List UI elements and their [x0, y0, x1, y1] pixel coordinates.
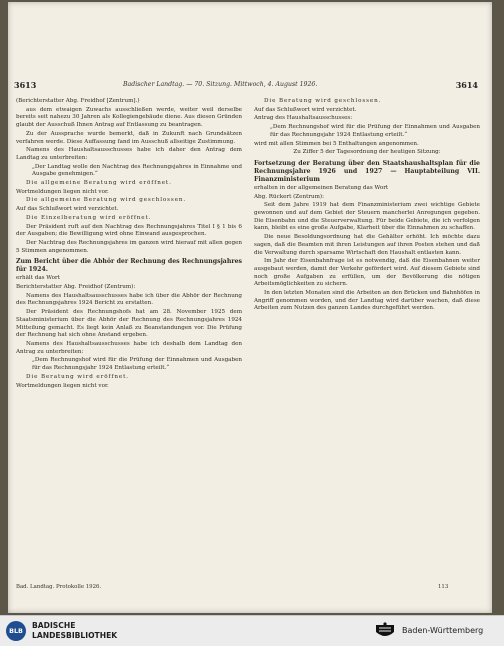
paragraph: Namens des Haushaltsausschusses habe ich über die Abhör der Rechnung des Rechnungsjahres 1924 Bericht zu erstatten.	[16, 292, 242, 307]
partner-name[interactable]: Baden-Württemberg	[402, 626, 484, 635]
paragraph: erhalten in der allgemeinen Beratung das Wort	[254, 184, 389, 191]
paragraph: erhält das Wort	[16, 275, 60, 282]
institution-name[interactable]	[32, 621, 117, 641]
paragraph: (Berichterstatter Abg. Freidhof [Zentrum].)	[16, 98, 140, 104]
paragraph: Die Einzelberatung wird eröffnet.	[26, 214, 152, 221]
paragraph: Der Präsident ruft auf den Nachtrag des Rechnungsjahres Titel I § 1 bis 6 der Ausgaben; die Bewilligung wird ohne Einwand ausgesprochen.	[16, 223, 242, 238]
paragraph: Die allgemeine Beratung wird eröffnet.	[26, 180, 172, 187]
paragraph: Im Jahr der Eisenbahnfrage ist es notwendig, daß die Eisenbahnen weiter ausgebaut werden, damit der Verkehr gefördert wird. Auf diesem Gebiete sind noch große Aufgaben zu erfüllen, um der Bevölkerung die nötigen Arbeitsmöglichkeiten zu sichern.	[254, 258, 480, 288]
page-footnote: Bad. Landtag. Protokolle 1926.	[16, 584, 102, 590]
paragraph: Der Präsident des Rechnungshofs hat am 28. November 1925 dem Staatsministerium über die Abhör der Rechnung des Rechnungsjahres 1924 Mitteilung gemacht. Es liegt kein Anlaß zu Beanstandungen vor. Die Prüfung der Rechnung hat sich ohne Anstand ergeben.	[16, 309, 242, 339]
paragraph: Wortmeldungen liegen nicht vor.	[16, 188, 109, 195]
page-number-right: 3614	[455, 80, 478, 90]
state-coat-of-arms-icon[interactable]	[374, 622, 396, 640]
paragraph: In den letzten Monaten sind die Arbeiten an den Brücken und Bahnhöfen in Angriff genommen worden, und der Landtag wird darüber wachen, daß diese Arbeiten zum Nutzen des ganzen Landes durchgeführt werden.	[254, 290, 480, 312]
paragraph: aus dem etwaigen Zuwachs ausschließen werde, weiter weil derselbe bereits seit nahezu 30 Jahren als Kollegiengebäude diene. Aus diesen Gründen glaubt der Ausschuß Ihnen Antrag auf Entlassung zu beantragen.	[16, 106, 242, 129]
document-page	[8, 2, 492, 613]
paragraph: Die Beratung wird geschlossen.	[264, 98, 382, 104]
paragraph: Die Beratung wird eröffnet.	[26, 373, 129, 380]
paragraph: Berichterstatter Abg. Freidhof (Zentrum):	[16, 284, 136, 291]
paragraph: Zu Ziffer 5 der Tagesordnung der heutigen Sitzung:	[293, 149, 441, 156]
page-header	[8, 80, 492, 94]
paragraph: Namens des Haushaltsausschusses habe ich daher den Antrag dem Landtag zu unterbreiten:	[16, 147, 242, 161]
paragraph: Antrag des Haushaltsausschusses:	[254, 115, 353, 122]
bottom-page-number: 113	[438, 584, 449, 590]
paragraph: Seit dem Jahre 1919 hat dem Finanzministerium zwei wichtige Gebiete gewonnen und auf dem Gebiet der Steuern mancherlei Anregungen gegeben. Die Eisenbahn und die Steuerverwaltung. Für beide Gebiete, die ich verfolgen kann, bleibt es eine große Aufgabe, Klarheit über die Einnahmen zu schaffen.	[254, 202, 480, 232]
running-header-left: Badischer Landtag. — 70. Sitzung. Mittwoch, 4. August 1926.	[123, 81, 318, 88]
paragraph: Die neue Besoldungsordnung hat die Gehälter erhöht. Ich möchte dazu sagen, daß die Beamten mit ihren Leistungen auf ihren Posten stehen und daß die Verwaltung durch sparsame Wirtschaft den Haushalt entlasten kann.	[254, 234, 480, 256]
paragraph: „Dem Rechnungshof wird für die Prüfung der Einnahmen und Ausgaben für das Rechnungsjahr 1924 Entlastung erteilt.“	[270, 124, 480, 138]
paragraph: Der Nachtrag des Rechnungsjahres im ganzen wird hierauf mit allen gegen 5 Stimmen angenommen.	[16, 239, 242, 254]
blb-logo-icon[interactable]: BLB	[6, 621, 26, 641]
paragraph: wird mit allen Stimmen bei 5 Enthaltungen angenommen.	[254, 140, 419, 147]
paragraph: „Der Landtag wolle den Nachtrag des Rechnungsjahres in Einnahme und Ausgabe genehmigen.“	[32, 163, 242, 178]
paragraph: Abg. Rückert (Zentrum):	[254, 193, 324, 200]
institution-name-line2: LANDESBIBLIOTHEK	[32, 631, 118, 640]
paragraph: „Dem Rechnungshof wird für die Prüfung der Einnahmen und Ausgaben für das Rechnungsjahr 1924 Entlastung erteilt.“	[32, 357, 242, 372]
right-text-column	[254, 98, 480, 314]
paragraph: Zu der Aussprache wurde bemerkt, daß in Zukunft nach Grundsätzen verfahren werde. Diese Auffassung fand im Ausschuß allseitige Zustimmung.	[16, 130, 242, 145]
paragraph: Die allgemeine Beratung wird geschlossen.	[26, 197, 187, 204]
left-text-column	[16, 98, 242, 391]
page-number-left: 3613	[14, 80, 37, 90]
paragraph: Auf das Schlußwort wird verzichtet.	[16, 206, 119, 213]
paragraph: Wortmeldungen liegen nicht vor.	[16, 382, 109, 389]
section-heading: Fortsetzung der Beratung über den Staatshaushaltsplan für die Rechnungsjahre 1926 und 1927 — Hauptabteilung VII. Finanzministerium	[254, 159, 480, 183]
section-heading: Zum Bericht über die Abhör der Rechnung des Rechnungsjahres für 1924.	[16, 258, 242, 274]
institution-name-line1: BADISCHE	[32, 621, 76, 630]
paragraph: Auf das Schlußwort wird verzichtet.	[254, 106, 357, 113]
paragraph: Namens des Haushaltsausschusses habe ich deshalb dem Landtag den Antrag zu unterbreiten:	[16, 340, 242, 355]
viewer-footer	[0, 615, 504, 646]
